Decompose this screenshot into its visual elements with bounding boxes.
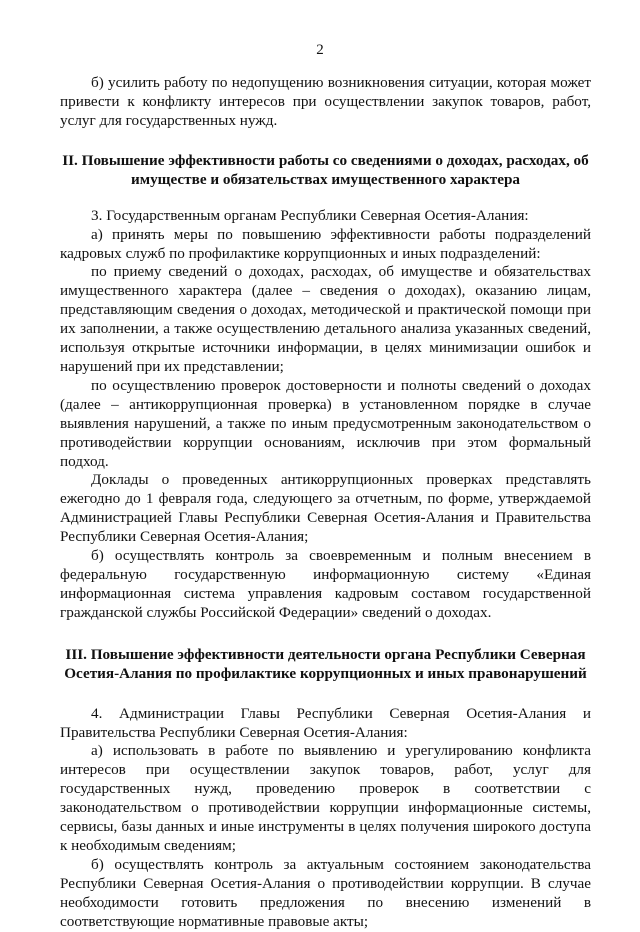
- section-3-heading-line1: III. Повышение эффективности деятельности органа Республики Северная: [65, 645, 586, 663]
- section-2-heading: [60, 151, 591, 189]
- section-3-heading: [60, 645, 591, 683]
- paragraph-b-intro: б) усилить работу по недопущению возникновения ситуации, которая может привести к конфликту интересов при осуществлении закупок товаров, работ, услуг для государственных нужд.: [60, 74, 591, 129]
- section-2-paragraph: а) принять меры по повышению эффективности работы подразделений кадровых служб по профилактике коррупционных и иных подразделений:: [60, 225, 591, 262]
- section-3-heading-line2: Осетия-Алания по профилактике коррупционных и иных правонарушений: [64, 664, 587, 682]
- section-3-paragraph: а) использовать в работе по выявлению и урегулированию конфликта интересов при осуществлении закупок товаров, работ, услуг для государственных нужд, проведению проверок в соответствии с законодательством о противодействии коррупции информационные системы, сервисы, базы данных и иные инструменты в целях получения широкого доступа к необходимым сведениям;: [60, 742, 591, 854]
- section-2-paragraph: б) осуществлять контроль за своевременным и полным внесением в федеральную государственную информационную систему «Единая информационная система управления кадровым составом государственной гражданской службы Российской Федерации» сведений о доходах.: [60, 547, 591, 621]
- section-2-heading-line2: имуществе и обязательствах имущественного характера: [130, 170, 520, 188]
- page-number: 2: [316, 42, 324, 58]
- section-3-paragraph: 4. Администрации Главы Республики Северная Осетия-Алания и Правительства Республики Северная Осетия-Алания:: [60, 704, 591, 741]
- section-2-paragraph: по осуществлению проверок достоверности и полноты сведений о доходах (далее – антикоррупционная проверка) в установленном порядке в случае выявления нарушений, а также по иным предусмотренным законодательством о противодействии коррупции основаниям, исключив при этом формальный подход.: [60, 376, 591, 470]
- section-3-paragraph: б) осуществлять контроль за актуальным состоянием законодательства Республики Северная Осетия-Алания о противодействии коррупции. В случае необходимости готовить предложения по внесению изменений в соответствующие нормативные правовые акты;: [60, 855, 591, 930]
- document-body: [60, 74, 591, 932]
- section-2-paragraph: Доклады о проведенных антикоррупционных проверках представлять ежегодно до 1 февраля года, следующего за отчетным, по форме, утверждаемой Администрацией Главы Республики Северная Осетия-Алания и Правительства Республики Северная Осетия-Алания;: [60, 471, 591, 546]
- section-2-paragraph: по приему сведений о доходах, расходах, об имуществе и обязательствах имущественного характера (далее – сведения о доходах), оказанию лицам, представляющим сведения о доходах, методической и практической помощи при их заполнении, а также осуществлению детального анализа указанных сведений, используя открытые источники информации, в целях минимизации ошибок и нарушений при их представлении;: [60, 263, 591, 375]
- section-2-heading-line1: II. Повышение эффективности работы со сведениями о доходах, расходах, об: [62, 151, 589, 169]
- section-2-paragraph: 3. Государственным органам Республики Северная Осетия-Алания:: [91, 206, 529, 224]
